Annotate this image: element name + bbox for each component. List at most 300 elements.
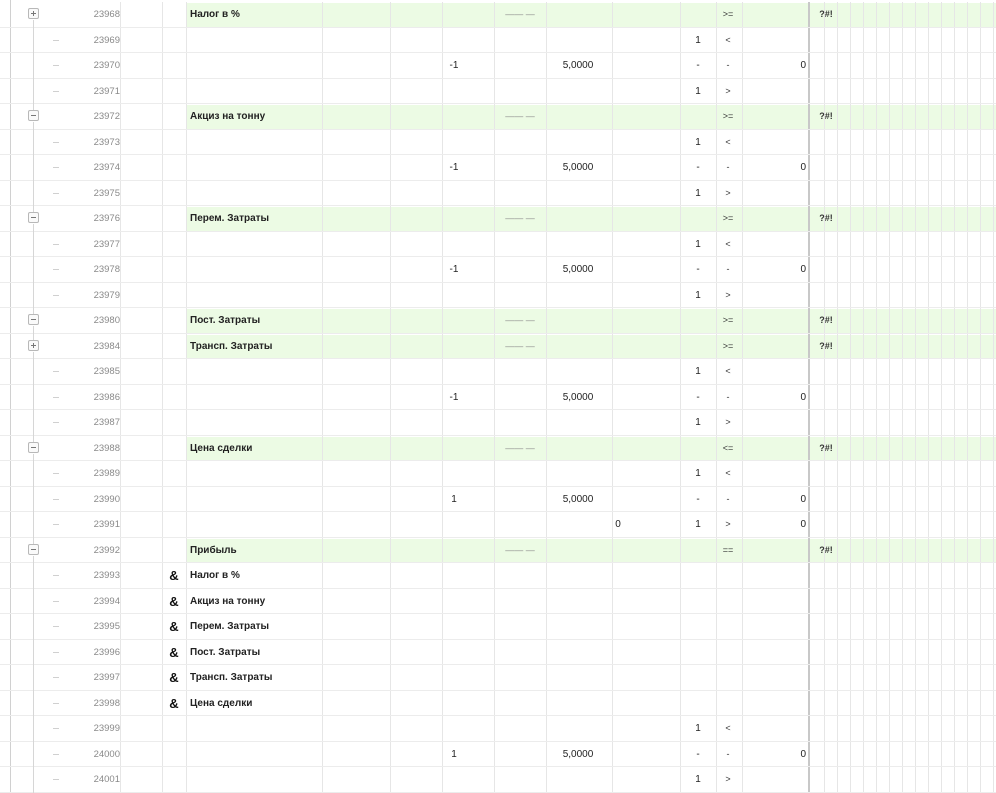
collapse-icon[interactable] — [28, 110, 39, 121]
column-divider — [442, 206, 443, 232]
column-divider — [120, 410, 121, 436]
table-row[interactable] — [0, 53, 996, 79]
column-divider — [889, 767, 890, 793]
operator-cell[interactable]: < — [725, 136, 731, 147]
count-cell[interactable]: 1 — [695, 238, 701, 250]
column-divider — [612, 461, 613, 487]
column-divider — [850, 436, 851, 462]
column-divider — [993, 79, 994, 105]
row-number: 23996 — [93, 646, 120, 658]
table-row[interactable] — [0, 359, 996, 385]
column-divider — [915, 79, 916, 105]
column-divider — [902, 206, 903, 232]
column-divider — [993, 665, 994, 691]
operator-cell[interactable]: > — [725, 85, 731, 96]
column-divider — [742, 512, 743, 538]
column-divider — [162, 53, 163, 79]
column-divider — [954, 691, 955, 717]
operator-cell[interactable]: <= — [722, 442, 734, 453]
column-divider — [442, 155, 443, 181]
column-divider — [612, 155, 613, 181]
row-label[interactable]: Перем. Затраты — [190, 213, 270, 224]
status-cell[interactable]: ?#! — [819, 9, 833, 19]
column-divider — [876, 538, 877, 564]
column-divider — [824, 589, 825, 615]
operator-cell[interactable]: > — [725, 774, 731, 784]
column-divider-strong — [808, 589, 810, 615]
column-divider — [546, 640, 547, 666]
column-divider — [612, 79, 613, 105]
operator-cell[interactable]: - — [726, 391, 730, 402]
table-row[interactable] — [0, 79, 996, 105]
result-cell[interactable]: 0 — [800, 493, 806, 505]
table-row[interactable] — [0, 691, 996, 717]
column-divider — [546, 53, 547, 79]
column-divider — [837, 563, 838, 589]
column-divider — [967, 283, 968, 309]
column-divider — [546, 283, 547, 309]
column-divider — [954, 563, 955, 589]
table-row[interactable] — [0, 283, 996, 309]
row-number: 23972 — [93, 111, 120, 122]
tree-connector-line — [33, 122, 34, 212]
row-label[interactable]: Перем. Затраты — [190, 621, 270, 632]
column-divider — [980, 257, 981, 283]
column-divider — [889, 104, 890, 130]
column-divider — [993, 359, 994, 385]
column-divider — [120, 716, 121, 742]
count-cell[interactable]: - — [696, 264, 700, 275]
column-divider — [546, 461, 547, 487]
column-divider — [980, 589, 981, 615]
operator-cell[interactable]: < — [725, 34, 731, 45]
column-divider — [546, 79, 547, 105]
column-divider — [967, 53, 968, 79]
column-divider — [546, 206, 547, 232]
column-divider — [850, 206, 851, 232]
reference-icon: & — [169, 593, 179, 609]
result-cell[interactable]: 0 — [800, 60, 806, 71]
column-divider — [928, 2, 929, 28]
column-divider — [863, 538, 864, 564]
column-divider — [889, 512, 890, 538]
column-divider — [442, 283, 443, 309]
column-divider — [494, 28, 495, 54]
column-divider — [824, 665, 825, 691]
row-label[interactable]: Акциз на тонну — [190, 111, 266, 122]
count-cell[interactable]: 1 — [695, 289, 701, 301]
column-divider — [928, 640, 929, 666]
column-divider — [442, 79, 443, 105]
column-divider — [941, 410, 942, 436]
status-cell[interactable]: ?#! — [819, 111, 833, 121]
column-divider — [889, 359, 890, 385]
operator-cell[interactable]: >= — [722, 213, 734, 223]
column-divider — [186, 130, 187, 156]
column-divider — [546, 334, 547, 360]
column-divider — [876, 767, 877, 793]
extra-value-cell[interactable]: 0 — [615, 519, 621, 530]
column-divider — [941, 257, 942, 283]
count-cell[interactable]: 1 — [695, 723, 701, 734]
count-cell[interactable]: 1 — [695, 85, 701, 97]
row-label[interactable]: Прибыль — [190, 544, 237, 556]
count-cell[interactable]: 1 — [695, 417, 701, 428]
column-divider — [954, 665, 955, 691]
column-divider — [889, 487, 890, 513]
column-divider — [837, 767, 838, 793]
column-divider — [120, 640, 121, 666]
count-cell[interactable]: 1 — [695, 34, 701, 46]
group-row[interactable] — [0, 334, 996, 360]
column-divider — [915, 104, 916, 130]
operator-cell[interactable]: > — [725, 289, 731, 300]
status-cell[interactable]: ?#! — [819, 544, 833, 555]
column-divider — [954, 410, 955, 436]
group-row[interactable] — [0, 538, 996, 564]
count-cell[interactable]: - — [696, 748, 700, 760]
table-row[interactable] — [0, 28, 996, 54]
operator-cell[interactable]: >= — [722, 9, 734, 19]
table-row[interactable] — [0, 232, 996, 258]
column-divider — [850, 79, 851, 105]
value-cell[interactable]: 5,0000 — [562, 493, 594, 505]
operator-cell[interactable]: >= — [722, 340, 734, 351]
count-cell[interactable]: - — [696, 391, 700, 403]
row-label[interactable]: Пост. Затраты — [190, 315, 261, 326]
column-divider — [824, 232, 825, 258]
column-divider-strong — [808, 206, 810, 232]
row-label[interactable]: Цена сделки — [190, 442, 253, 454]
column-divider — [494, 487, 495, 513]
status-cell[interactable]: ?#! — [819, 340, 833, 351]
column-divider — [442, 232, 443, 258]
column-divider — [837, 410, 838, 436]
column-divider-strong — [808, 28, 810, 54]
status-cell[interactable]: ?#! — [819, 315, 833, 325]
table-row[interactable] — [0, 130, 996, 156]
column-divider — [546, 512, 547, 538]
column-divider — [993, 640, 994, 666]
column-divider — [546, 742, 547, 768]
reference-icon: & — [169, 568, 179, 583]
value-cell[interactable]: 5,0000 — [562, 264, 594, 275]
collapse-icon[interactable] — [28, 212, 39, 223]
column-divider — [902, 614, 903, 640]
group-row[interactable] — [0, 104, 996, 130]
row-number: 23995 — [93, 621, 120, 632]
row-label[interactable]: Трансп. Затраты — [190, 672, 273, 683]
operator-cell[interactable]: - — [726, 60, 730, 70]
table-row[interactable] — [0, 640, 996, 666]
count-cell[interactable]: 1 — [695, 519, 701, 530]
operator-cell[interactable]: - — [726, 264, 730, 274]
column-divider — [824, 53, 825, 79]
status-cell[interactable]: ?#! — [819, 213, 833, 223]
operator-cell[interactable]: > — [725, 417, 731, 427]
result-cell[interactable]: 0 — [800, 748, 806, 760]
column-divider — [442, 104, 443, 130]
column-divider — [954, 385, 955, 411]
table-row[interactable] — [0, 512, 996, 538]
column-divider — [889, 155, 890, 181]
coefficient-cell[interactable]: -1 — [449, 60, 459, 71]
table-row[interactable] — [0, 665, 996, 691]
column-divider — [162, 436, 163, 462]
operator-cell[interactable]: - — [726, 748, 730, 759]
column-divider — [941, 436, 942, 462]
column-divider — [837, 155, 838, 181]
column-divider — [442, 181, 443, 207]
table-row[interactable] — [0, 181, 996, 207]
column-divider — [824, 716, 825, 742]
tree-branch-tick — [53, 524, 59, 525]
column-divider — [941, 614, 942, 640]
operator-cell[interactable]: - — [726, 162, 730, 172]
table-row[interactable] — [0, 589, 996, 615]
column-divider — [824, 79, 825, 105]
column-divider — [824, 283, 825, 309]
column-divider — [850, 614, 851, 640]
expand-icon[interactable] — [28, 340, 39, 351]
column-divider — [889, 665, 890, 691]
row-label[interactable]: Пост. Затраты — [190, 646, 261, 658]
column-divider — [863, 691, 864, 717]
row-label[interactable]: Трансп. Затраты — [190, 340, 273, 352]
table-row[interactable] — [0, 487, 996, 513]
column-divider — [954, 181, 955, 207]
expand-icon[interactable] — [28, 8, 39, 19]
formula-marker: —— — — [505, 111, 535, 121]
operator-cell[interactable]: < — [725, 238, 731, 249]
column-divider — [902, 2, 903, 28]
count-cell[interactable]: 1 — [695, 136, 701, 148]
column-divider — [915, 767, 916, 793]
operator-cell[interactable]: >= — [722, 111, 734, 121]
row-number: 23980 — [93, 315, 120, 326]
column-divider — [954, 487, 955, 513]
reference-icon: & — [169, 695, 179, 711]
column-divider — [162, 665, 163, 691]
column-divider — [993, 155, 994, 181]
column-divider — [612, 28, 613, 54]
formula-marker: —— — — [505, 340, 535, 351]
row-number: 23984 — [93, 340, 120, 352]
column-divider — [967, 538, 968, 564]
row-label[interactable]: Налог в % — [190, 9, 240, 20]
column-divider — [837, 257, 838, 283]
column-divider — [322, 767, 323, 793]
table-row[interactable] — [0, 563, 996, 589]
column-divider — [915, 155, 916, 181]
column-divider — [837, 130, 838, 156]
tree-branch-tick — [53, 652, 59, 653]
column-divider — [612, 589, 613, 615]
operator-cell[interactable]: - — [726, 493, 730, 504]
count-cell[interactable]: - — [696, 493, 700, 505]
count-cell[interactable]: 1 — [695, 187, 701, 199]
column-divider — [980, 436, 981, 462]
operator-cell[interactable]: > — [725, 187, 731, 198]
column-divider — [442, 563, 443, 589]
table-row[interactable] — [0, 410, 996, 436]
coefficient-cell[interactable]: -1 — [449, 264, 459, 275]
column-divider — [120, 232, 121, 258]
column-divider — [902, 104, 903, 130]
column-divider — [546, 767, 547, 793]
column-divider — [494, 155, 495, 181]
column-divider — [162, 563, 163, 589]
table-row[interactable] — [0, 257, 996, 283]
table-row[interactable] — [0, 461, 996, 487]
column-divider — [954, 104, 955, 130]
column-divider — [390, 487, 391, 513]
column-divider — [494, 436, 495, 462]
column-divider — [941, 232, 942, 258]
column-divider — [716, 665, 717, 691]
coefficient-cell[interactable]: -1 — [449, 391, 459, 403]
column-divider — [876, 283, 877, 309]
column-divider-strong — [808, 155, 810, 181]
table-row[interactable] — [0, 614, 996, 640]
count-cell[interactable]: - — [696, 60, 700, 71]
table-row[interactable] — [0, 767, 996, 793]
column-divider — [850, 2, 851, 28]
result-cell[interactable]: 0 — [800, 264, 806, 275]
value-cell[interactable]: 5,0000 — [562, 60, 594, 71]
coefficient-cell[interactable]: 1 — [451, 493, 457, 505]
column-divider — [824, 563, 825, 589]
column-divider — [967, 436, 968, 462]
column-divider — [162, 104, 163, 130]
count-cell[interactable]: 1 — [695, 468, 701, 479]
column-divider — [980, 487, 981, 513]
column-divider — [928, 665, 929, 691]
coefficient-cell[interactable]: 1 — [451, 748, 457, 760]
column-divider — [680, 665, 681, 691]
column-divider — [742, 385, 743, 411]
column-divider — [941, 104, 942, 130]
column-divider — [546, 232, 547, 258]
coefficient-cell[interactable]: -1 — [449, 162, 459, 173]
column-divider — [980, 742, 981, 768]
column-divider — [742, 257, 743, 283]
value-cell[interactable]: 5,0000 — [562, 748, 594, 760]
result-cell[interactable]: 0 — [800, 519, 806, 530]
column-divider — [980, 283, 981, 309]
column-divider — [162, 410, 163, 436]
column-divider — [980, 181, 981, 207]
column-divider-strong — [808, 232, 810, 258]
row-number: 23997 — [93, 672, 120, 683]
column-divider — [902, 257, 903, 283]
column-divider-strong — [808, 181, 810, 207]
column-divider — [837, 589, 838, 615]
value-cell[interactable]: 5,0000 — [562, 162, 594, 173]
count-cell[interactable]: - — [696, 162, 700, 173]
table-row[interactable] — [0, 155, 996, 181]
column-divider — [680, 589, 681, 615]
column-divider-strong — [808, 512, 810, 538]
group-row[interactable] — [0, 436, 996, 462]
column-divider — [442, 28, 443, 54]
table-row[interactable] — [0, 742, 996, 768]
column-divider — [442, 614, 443, 640]
column-divider — [928, 79, 929, 105]
count-cell[interactable]: 1 — [695, 366, 701, 377]
column-divider — [863, 614, 864, 640]
column-divider — [612, 538, 613, 564]
column-divider — [915, 742, 916, 768]
operator-cell[interactable]: > — [725, 519, 731, 529]
column-divider — [889, 53, 890, 79]
table-row[interactable] — [0, 385, 996, 411]
column-divider — [876, 640, 877, 666]
collapse-icon[interactable] — [28, 442, 39, 453]
column-divider — [494, 130, 495, 156]
column-divider — [322, 28, 323, 54]
table-row[interactable] — [0, 716, 996, 742]
count-cell[interactable]: 1 — [695, 774, 701, 785]
operator-cell[interactable]: < — [725, 723, 731, 733]
column-divider — [322, 512, 323, 538]
status-cell[interactable]: ?#! — [819, 442, 833, 453]
operator-cell[interactable]: < — [725, 366, 731, 376]
tree-branch-tick — [53, 422, 59, 423]
column-divider — [876, 512, 877, 538]
column-divider — [941, 334, 942, 360]
column-divider — [494, 257, 495, 283]
column-divider — [186, 206, 187, 232]
column-divider — [390, 257, 391, 283]
column-divider — [120, 512, 121, 538]
column-divider — [876, 436, 877, 462]
row-label[interactable]: Акциз на тонну — [190, 595, 266, 607]
collapse-icon[interactable] — [28, 314, 39, 325]
column-divider — [837, 512, 838, 538]
column-divider — [941, 130, 942, 156]
column-divider — [928, 104, 929, 130]
row-number: 24001 — [93, 774, 120, 785]
operator-cell[interactable]: >= — [722, 315, 734, 325]
column-divider — [876, 2, 877, 28]
result-cell[interactable]: 0 — [800, 391, 806, 403]
column-divider — [162, 742, 163, 768]
collapse-icon[interactable] — [28, 544, 39, 555]
column-divider — [876, 28, 877, 54]
value-cell[interactable]: 5,0000 — [562, 391, 594, 403]
column-divider — [993, 232, 994, 258]
result-cell[interactable]: 0 — [800, 162, 806, 173]
column-divider — [612, 767, 613, 793]
column-divider — [993, 487, 994, 513]
column-divider — [546, 385, 547, 411]
operator-cell[interactable]: < — [725, 468, 731, 478]
operator-cell[interactable]: == — [722, 544, 734, 555]
group-row[interactable] — [0, 2, 996, 28]
group-row[interactable] — [0, 206, 996, 232]
column-divider — [902, 640, 903, 666]
group-row[interactable] — [0, 308, 996, 334]
row-label[interactable]: Налог в % — [190, 570, 240, 581]
column-divider — [546, 665, 547, 691]
column-divider — [954, 716, 955, 742]
column-divider — [915, 563, 916, 589]
column-divider — [120, 665, 121, 691]
row-label[interactable]: Цена сделки — [190, 697, 253, 709]
column-divider — [120, 767, 121, 793]
column-divider — [876, 716, 877, 742]
